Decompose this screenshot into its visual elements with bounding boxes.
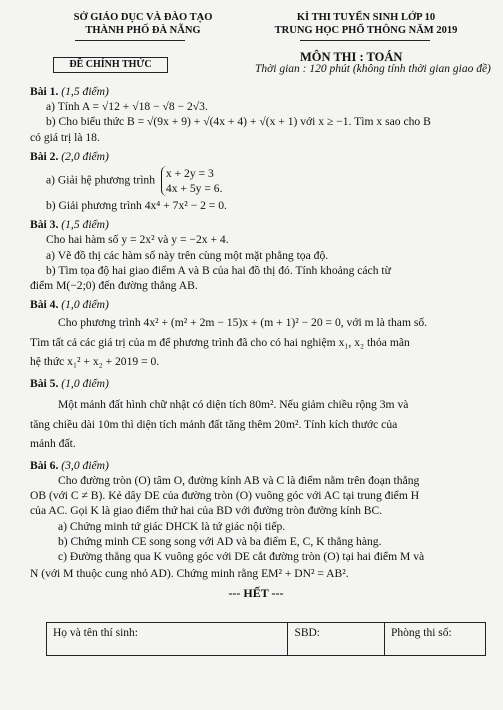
problem-1-line-b: b) Cho biểu thức B = √(9x + 9) + √(4x + 4) + √(x + 1) với x ≥ −1. Tìm x sao cho B [46, 115, 431, 129]
issuer-header [48, 11, 238, 37]
problem-2-line-b: b) Giải phương trình 4x⁴ + 7x² − 2 = 0. [46, 199, 227, 213]
problem-4-line-3: hệ thức x₁² + x₂ + 2019 = 0. [30, 354, 160, 368]
problem-6-line-2: OB (với C ≠ B). Kẻ dây DE của đường tròn (O) vuông góc với AC tại trung điểm H [30, 489, 420, 503]
problem-5-line-3: mảnh đất. [30, 436, 76, 450]
problem-5-title: Bài 5. (1,0 điểm) [30, 377, 109, 391]
problem-5-line-2: tăng chiều dài 10m thì diện tích mảnh đất tăng thêm 20m². Tính kích thước của [30, 418, 398, 432]
problem-2-title: Bài 2. (2,0 điểm) [30, 149, 109, 163]
subject-title: MÔN THI : TOÁN [300, 50, 403, 64]
time-note: Thời gian : 120 phút (không tính thời gian giao đề) [255, 63, 491, 75]
exam-header [248, 11, 484, 37]
problem-3-line-b: b) Tìm tọa độ hai giao điểm A và B của hai đồ thị đó. Tính khoảng cách từ [46, 263, 391, 277]
problem-1-line-a: a) Tính A = √12 + √18 − √8 − 2√3. [46, 100, 208, 114]
problem-4-title: Bài 4. (1,0 điểm) [30, 298, 109, 312]
official-label: ĐỀ CHÍNH THỨC [53, 57, 168, 73]
problem-3-line-b2: điểm M(−2;0) đến đường thẳng AB. [30, 279, 198, 293]
system-equation-1: x + 2y = 3 [165, 167, 214, 181]
exam-content [30, 84, 482, 602]
problem-3-title: Bài 3. (1,5 điểm) [30, 218, 109, 232]
problem-4-line-2: Tìm tất cả các giá trị của m để phương trình đã cho có hai nghiệm x₁, x₂ thỏa mãn [30, 335, 410, 349]
room-label: Phòng thi số: [391, 627, 452, 639]
problem-6-line-a: a) Chứng minh tứ giác DHCK là tứ giác nội tiếp. [58, 519, 286, 533]
problem-3-line-intro: Cho hai hàm số y = 2x² và y = −2x + 4. [46, 233, 229, 247]
problem-1-title: Bài 1. (1,5 điểm) [30, 85, 109, 98]
issuer-line-2: THÀNH PHỐ ĐÀ NẴNG [85, 25, 201, 36]
problem-3-line-a: a) Vẽ đồ thị các hàm số này trên cùng một mặt phẳng tọa độ. [46, 248, 329, 262]
room-cell[interactable] [385, 623, 486, 656]
problem-6-line-c2: N (với M thuộc cung nhỏ AD). Chứng minh rằng EM² + DN² = AB². [30, 567, 349, 581]
sbd-cell[interactable] [288, 623, 385, 656]
sbd-label: SBD: [294, 627, 321, 639]
problem-6-line-c: c) Đường thẳng qua K vuông góc với DE cắt đường tròn (O) tại hai điểm M và [58, 550, 425, 564]
problem-5-line-1: Một mảnh đất hình chữ nhật có diện tích 80m². Nếu giảm chiều rộng 3m và [58, 398, 409, 412]
problem-2-line-a: a) Giải hệ phương trình x + 2y = 3 4x + 5y = 6. [46, 167, 223, 196]
header-rule-left [75, 40, 185, 41]
problem-6-line-b: b) Chứng minh CE song song với AD và ba điểm E, C, K thẳng hàng. [58, 534, 382, 548]
problem-6-line-3: của AC. Gọi K là giao điểm thứ hai của BD với đường tròn đường kính BC. [30, 504, 383, 518]
end-mark: --- HẾT --- [228, 586, 284, 601]
header-rule-right [300, 40, 430, 41]
problem-1-line-b2: có giá trị là 18. [30, 130, 100, 144]
problem-4-line-1: Cho phương trình 4x² + (m² + 2m − 15)x + (m + 1)² − 20 = 0, với m là tham số. [58, 316, 428, 330]
candidate-name-cell[interactable] [47, 623, 288, 656]
problem-6-title: Bài 6. (3,0 điểm) [30, 458, 109, 472]
candidate-info-table [46, 622, 486, 656]
candidate-name-label: Họ và tên thí sinh: [53, 627, 138, 639]
exam-line-1: KÌ THI TUYỂN SINH LỚP 10 [296, 12, 436, 23]
exam-line-2: TRUNG HỌC PHỔ THÔNG NĂM 2019 [274, 25, 458, 36]
issuer-line-1: SỞ GIÁO DỤC VÀ ĐÀO TẠO [73, 12, 213, 23]
equation-system [161, 166, 223, 196]
system-equation-2: 4x + 5y = 6. [165, 182, 223, 196]
problem-6-line-1: Cho đường tròn (O) tâm O, đường kính AB và C là điểm nằm trên đoạn thẳng [58, 474, 420, 488]
